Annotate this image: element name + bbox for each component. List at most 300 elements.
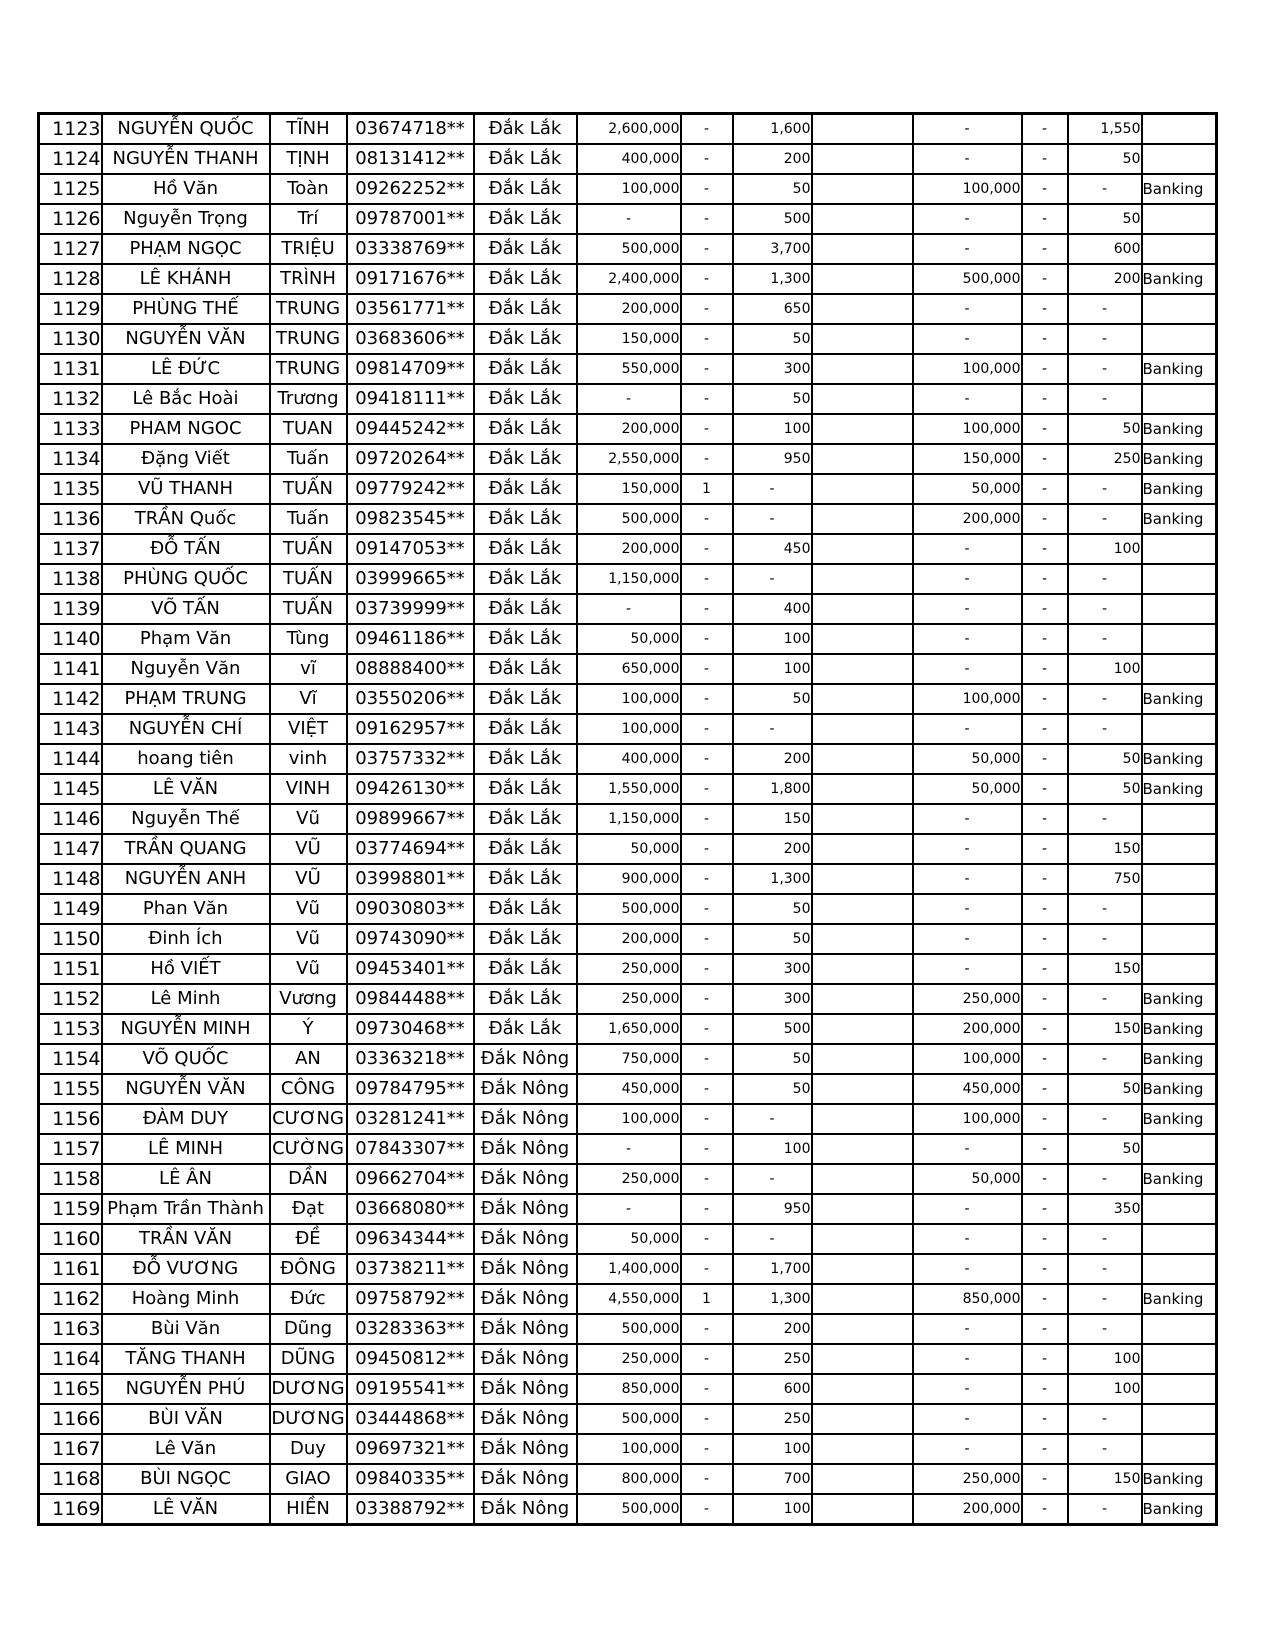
cell-amount1: 450,000 bbox=[577, 1074, 681, 1104]
cell-mark1: - bbox=[681, 1014, 733, 1044]
cell-amount2: 250 bbox=[733, 1404, 812, 1434]
cell-mark1: - bbox=[681, 414, 733, 444]
cell-province: Đắk Nông bbox=[474, 1074, 577, 1104]
table-row bbox=[39, 1044, 1217, 1074]
cell-bank bbox=[1142, 204, 1217, 234]
cell-amount4: - bbox=[1068, 684, 1142, 714]
cell-bank bbox=[1142, 1344, 1217, 1374]
cell-phone: 09814709** bbox=[347, 354, 474, 384]
cell-last: PHẠM NGỌC bbox=[102, 234, 270, 264]
cell-mark2: - bbox=[1022, 174, 1068, 204]
cell-mark1: - bbox=[681, 534, 733, 564]
cell-mark2: - bbox=[1022, 1104, 1068, 1134]
cell-id: 1153 bbox=[39, 1014, 102, 1044]
cell-mark1: - bbox=[681, 444, 733, 474]
cell-id: 1135 bbox=[39, 474, 102, 504]
cell-province: Đắk Nông bbox=[474, 1104, 577, 1134]
table-row bbox=[39, 534, 1217, 564]
cell-mark1: - bbox=[681, 1164, 733, 1194]
cell-mark1: - bbox=[681, 864, 733, 894]
table-row bbox=[39, 444, 1217, 474]
cell-first: TRÌNH bbox=[270, 264, 347, 294]
cell-province: Đắk Nông bbox=[474, 1404, 577, 1434]
cell-amount4: 350 bbox=[1068, 1194, 1142, 1224]
cell-mark2: - bbox=[1022, 444, 1068, 474]
cell-bank bbox=[1142, 1224, 1217, 1254]
cell-last: ĐÀM DUY bbox=[102, 1104, 270, 1134]
cell-province: Đắk Lắk bbox=[474, 204, 577, 234]
cell-blank bbox=[812, 1224, 913, 1254]
cell-phone: 09461186** bbox=[347, 624, 474, 654]
cell-amount1: 100,000 bbox=[577, 174, 681, 204]
cell-blank bbox=[812, 444, 913, 474]
cell-mark2: - bbox=[1022, 684, 1068, 714]
table-row bbox=[39, 564, 1217, 594]
cell-first: Dũng bbox=[270, 1314, 347, 1344]
cell-amount4: 200 bbox=[1068, 264, 1142, 294]
cell-first: Vĩ bbox=[270, 684, 347, 714]
cell-amount2: 200 bbox=[733, 744, 812, 774]
cell-id: 1159 bbox=[39, 1194, 102, 1224]
cell-bank bbox=[1142, 1194, 1217, 1224]
table-row bbox=[39, 474, 1217, 504]
cell-amount1: 500,000 bbox=[577, 1404, 681, 1434]
cell-last: TRẦN Quốc bbox=[102, 504, 270, 534]
cell-bank bbox=[1142, 294, 1217, 324]
cell-amount2: 100 bbox=[733, 624, 812, 654]
cell-amount2: 300 bbox=[733, 354, 812, 384]
cell-province: Đắk Lắk bbox=[474, 1014, 577, 1044]
cell-id: 1148 bbox=[39, 864, 102, 894]
cell-bank: Banking bbox=[1142, 1044, 1217, 1074]
cell-id: 1165 bbox=[39, 1374, 102, 1404]
cell-mark1: - bbox=[681, 1344, 733, 1374]
cell-last: Phạm Trần Thành bbox=[102, 1194, 270, 1224]
cell-amount3: - bbox=[913, 1254, 1022, 1284]
cell-amount4: - bbox=[1068, 714, 1142, 744]
cell-id: 1160 bbox=[39, 1224, 102, 1254]
cell-bank bbox=[1142, 1134, 1217, 1164]
table-row bbox=[39, 504, 1217, 534]
cell-blank bbox=[812, 1314, 913, 1344]
cell-mark1: - bbox=[681, 1074, 733, 1104]
cell-bank: Banking bbox=[1142, 474, 1217, 504]
cell-province: Đắk Lắk bbox=[474, 474, 577, 504]
cell-province: Đắk Lắk bbox=[474, 684, 577, 714]
cell-blank bbox=[812, 1404, 913, 1434]
table-row bbox=[39, 984, 1217, 1014]
cell-bank: Banking bbox=[1142, 504, 1217, 534]
cell-amount4: - bbox=[1068, 924, 1142, 954]
cell-last: TĂNG THANH bbox=[102, 1344, 270, 1374]
cell-last: NGUYỄN THANH bbox=[102, 144, 270, 174]
cell-amount1: 650,000 bbox=[577, 654, 681, 684]
table-row bbox=[39, 1464, 1217, 1494]
cell-mark2: - bbox=[1022, 474, 1068, 504]
cell-province: Đắk Lắk bbox=[474, 534, 577, 564]
cell-phone: 03999665** bbox=[347, 564, 474, 594]
cell-bank bbox=[1142, 954, 1217, 984]
cell-amount3: - bbox=[913, 894, 1022, 924]
cell-bank bbox=[1142, 1404, 1217, 1434]
cell-amount3: - bbox=[913, 1134, 1022, 1164]
cell-province: Đắk Lắk bbox=[474, 834, 577, 864]
cell-amount1: 50,000 bbox=[577, 1224, 681, 1254]
cell-last: Hồ VIẾT bbox=[102, 954, 270, 984]
cell-id: 1157 bbox=[39, 1134, 102, 1164]
cell-last: Hoàng Minh bbox=[102, 1284, 270, 1314]
cell-phone: 09743090** bbox=[347, 924, 474, 954]
cell-amount4: 50 bbox=[1068, 744, 1142, 774]
cell-last: LÊ MINH bbox=[102, 1134, 270, 1164]
cell-province: Đắk Nông bbox=[474, 1224, 577, 1254]
cell-id: 1164 bbox=[39, 1344, 102, 1374]
cell-amount3: 100,000 bbox=[913, 684, 1022, 714]
cell-first: DƯƠNG bbox=[270, 1374, 347, 1404]
cell-amount4: - bbox=[1068, 174, 1142, 204]
cell-bank bbox=[1142, 804, 1217, 834]
cell-province: Đắk Nông bbox=[474, 1314, 577, 1344]
cell-bank bbox=[1142, 1254, 1217, 1284]
cell-bank: Banking bbox=[1142, 744, 1217, 774]
cell-mark1: - bbox=[681, 1254, 733, 1284]
cell-mark2: - bbox=[1022, 864, 1068, 894]
cell-phone: 03998801** bbox=[347, 864, 474, 894]
cell-amount4: - bbox=[1068, 504, 1142, 534]
cell-amount3: - bbox=[913, 1224, 1022, 1254]
table-row bbox=[39, 924, 1217, 954]
cell-amount3: - bbox=[913, 804, 1022, 834]
cell-amount1: - bbox=[577, 1194, 681, 1224]
cell-amount2: 50 bbox=[733, 924, 812, 954]
cell-amount4: 750 bbox=[1068, 864, 1142, 894]
cell-mark2: - bbox=[1022, 564, 1068, 594]
cell-amount3: 850,000 bbox=[913, 1284, 1022, 1314]
cell-amount4: 100 bbox=[1068, 1344, 1142, 1374]
cell-blank bbox=[812, 744, 913, 774]
cell-last: BÙI NGỌC bbox=[102, 1464, 270, 1494]
cell-mark2: - bbox=[1022, 1434, 1068, 1464]
cell-amount1: - bbox=[577, 204, 681, 234]
cell-mark1: - bbox=[681, 1434, 733, 1464]
cell-amount3: - bbox=[913, 594, 1022, 624]
cell-amount4: - bbox=[1068, 474, 1142, 504]
cell-first: Ý bbox=[270, 1014, 347, 1044]
cell-mark2: - bbox=[1022, 294, 1068, 324]
cell-first: VŨ bbox=[270, 834, 347, 864]
cell-last: LÊ VĂN bbox=[102, 1494, 270, 1525]
cell-id: 1125 bbox=[39, 174, 102, 204]
cell-amount3: 450,000 bbox=[913, 1074, 1022, 1104]
cell-id: 1129 bbox=[39, 294, 102, 324]
cell-id: 1146 bbox=[39, 804, 102, 834]
cell-amount1: 2,400,000 bbox=[577, 264, 681, 294]
cell-amount3: - bbox=[913, 834, 1022, 864]
cell-province: Đắk Nông bbox=[474, 1134, 577, 1164]
cell-amount2: 1,300 bbox=[733, 864, 812, 894]
table-row bbox=[39, 714, 1217, 744]
cell-province: Đắk Lắk bbox=[474, 954, 577, 984]
cell-province: Đắk Lắk bbox=[474, 234, 577, 264]
cell-last: Nguyễn Văn bbox=[102, 654, 270, 684]
cell-last: NGUYỄN CHÍ bbox=[102, 714, 270, 744]
cell-last: NGUYỄN VĂN bbox=[102, 1074, 270, 1104]
cell-amount3: 50,000 bbox=[913, 744, 1022, 774]
cell-blank bbox=[812, 474, 913, 504]
cell-province: Đắk Nông bbox=[474, 1464, 577, 1494]
cell-province: Đắk Lắk bbox=[474, 864, 577, 894]
cell-amount1: 4,550,000 bbox=[577, 1284, 681, 1314]
cell-amount3: 200,000 bbox=[913, 1014, 1022, 1044]
cell-first: AN bbox=[270, 1044, 347, 1074]
table-row bbox=[39, 1254, 1217, 1284]
cell-amount4: - bbox=[1068, 1044, 1142, 1074]
cell-id: 1128 bbox=[39, 264, 102, 294]
cell-amount3: 50,000 bbox=[913, 474, 1022, 504]
cell-first: TUẤN bbox=[270, 474, 347, 504]
cell-amount2: 700 bbox=[733, 1464, 812, 1494]
cell-amount3: - bbox=[913, 1374, 1022, 1404]
cell-province: Đắk Lắk bbox=[474, 354, 577, 384]
cell-mark1: - bbox=[681, 954, 733, 984]
cell-first: Vũ bbox=[270, 954, 347, 984]
cell-blank bbox=[812, 1344, 913, 1374]
cell-phone: 03550206** bbox=[347, 684, 474, 714]
cell-blank bbox=[812, 624, 913, 654]
cell-amount1: 100,000 bbox=[577, 1104, 681, 1134]
table-row bbox=[39, 1104, 1217, 1134]
cell-first: TUẤN bbox=[270, 534, 347, 564]
cell-amount3: 100,000 bbox=[913, 354, 1022, 384]
cell-province: Đắk Lắk bbox=[474, 384, 577, 414]
cell-blank bbox=[812, 714, 913, 744]
cell-mark1: - bbox=[681, 564, 733, 594]
cell-amount3: - bbox=[913, 924, 1022, 954]
cell-amount1: 1,550,000 bbox=[577, 774, 681, 804]
cell-amount2: 100 bbox=[733, 1134, 812, 1164]
cell-bank: Banking bbox=[1142, 1464, 1217, 1494]
table-row bbox=[39, 414, 1217, 444]
cell-amount1: 500,000 bbox=[577, 504, 681, 534]
cell-amount2: 50 bbox=[733, 324, 812, 354]
cell-blank bbox=[812, 234, 913, 264]
cell-mark2: - bbox=[1022, 234, 1068, 264]
cell-phone: 03363218** bbox=[347, 1044, 474, 1074]
cell-first: TRUNG bbox=[270, 354, 347, 384]
cell-phone: 03281241** bbox=[347, 1104, 474, 1134]
table-row bbox=[39, 264, 1217, 294]
cell-mark1: - bbox=[681, 624, 733, 654]
cell-amount3: - bbox=[913, 324, 1022, 354]
cell-blank bbox=[812, 804, 913, 834]
cell-province: Đắk Lắk bbox=[474, 174, 577, 204]
table-row bbox=[39, 654, 1217, 684]
cell-amount2: 450 bbox=[733, 534, 812, 564]
cell-amount4: - bbox=[1068, 1314, 1142, 1344]
cell-blank bbox=[812, 1044, 913, 1074]
cell-mark1: - bbox=[681, 684, 733, 714]
cell-amount3: - bbox=[913, 654, 1022, 684]
cell-bank bbox=[1142, 564, 1217, 594]
cell-first: CƯƠNG bbox=[270, 1104, 347, 1134]
cell-province: Đắk Nông bbox=[474, 1344, 577, 1374]
cell-amount3: 100,000 bbox=[913, 1044, 1022, 1074]
cell-amount1: 1,150,000 bbox=[577, 804, 681, 834]
cell-blank bbox=[812, 114, 913, 145]
cell-amount2: 1,700 bbox=[733, 1254, 812, 1284]
cell-mark2: - bbox=[1022, 1014, 1068, 1044]
cell-blank bbox=[812, 1194, 913, 1224]
cell-mark2: - bbox=[1022, 1284, 1068, 1314]
cell-first: vinh bbox=[270, 744, 347, 774]
cell-id: 1127 bbox=[39, 234, 102, 264]
cell-amount4: - bbox=[1068, 1224, 1142, 1254]
cell-amount4: - bbox=[1068, 1254, 1142, 1284]
table-row bbox=[39, 1134, 1217, 1164]
cell-province: Đắk Lắk bbox=[474, 504, 577, 534]
cell-first: VIỆT bbox=[270, 714, 347, 744]
cell-amount3: 100,000 bbox=[913, 1104, 1022, 1134]
cell-amount1: 200,000 bbox=[577, 534, 681, 564]
cell-phone: 09634344** bbox=[347, 1224, 474, 1254]
cell-province: Đắk Nông bbox=[474, 1284, 577, 1314]
cell-amount2: - bbox=[733, 1104, 812, 1134]
table-row bbox=[39, 174, 1217, 204]
cell-last: PHẠM TRUNG bbox=[102, 684, 270, 714]
cell-first: Vũ bbox=[270, 894, 347, 924]
cell-mark2: - bbox=[1022, 504, 1068, 534]
cell-id: 1154 bbox=[39, 1044, 102, 1074]
table-row bbox=[39, 774, 1217, 804]
cell-mark2: - bbox=[1022, 654, 1068, 684]
cell-amount1: 1,150,000 bbox=[577, 564, 681, 594]
cell-mark2: - bbox=[1022, 1404, 1068, 1434]
cell-bank: Banking bbox=[1142, 354, 1217, 384]
cell-amount3: 50,000 bbox=[913, 1164, 1022, 1194]
cell-last: VŨ THANH bbox=[102, 474, 270, 504]
cell-phone: 03388792** bbox=[347, 1494, 474, 1525]
cell-blank bbox=[812, 324, 913, 354]
cell-phone: 09030803** bbox=[347, 894, 474, 924]
cell-province: Đắk Lắk bbox=[474, 264, 577, 294]
cell-mark1: - bbox=[681, 1314, 733, 1344]
table-row bbox=[39, 1494, 1217, 1525]
cell-amount4: 600 bbox=[1068, 234, 1142, 264]
cell-province: Đắk Nông bbox=[474, 1194, 577, 1224]
table-row bbox=[39, 894, 1217, 924]
cell-amount4: - bbox=[1068, 354, 1142, 384]
cell-blank bbox=[812, 414, 913, 444]
table-body bbox=[39, 114, 1217, 1525]
cell-mark1: - bbox=[681, 1494, 733, 1525]
cell-id: 1150 bbox=[39, 924, 102, 954]
cell-phone: 03668080** bbox=[347, 1194, 474, 1224]
cell-id: 1132 bbox=[39, 384, 102, 414]
cell-amount2: 300 bbox=[733, 984, 812, 1014]
cell-province: Đắk Lắk bbox=[474, 804, 577, 834]
cell-mark2: - bbox=[1022, 204, 1068, 234]
cell-amount1: 400,000 bbox=[577, 744, 681, 774]
cell-amount1: 1,650,000 bbox=[577, 1014, 681, 1044]
cell-blank bbox=[812, 834, 913, 864]
cell-id: 1147 bbox=[39, 834, 102, 864]
cell-phone: 09730468** bbox=[347, 1014, 474, 1044]
cell-mark1: - bbox=[681, 774, 733, 804]
cell-last: Nguyễn Thế bbox=[102, 804, 270, 834]
cell-id: 1158 bbox=[39, 1164, 102, 1194]
cell-bank: Banking bbox=[1142, 414, 1217, 444]
table-row bbox=[39, 114, 1217, 145]
cell-amount3: 200,000 bbox=[913, 504, 1022, 534]
cell-blank bbox=[812, 984, 913, 1014]
cell-mark1: - bbox=[681, 1224, 733, 1254]
cell-amount2: 200 bbox=[733, 1314, 812, 1344]
cell-amount2: 50 bbox=[733, 684, 812, 714]
cell-last: Lê Bắc Hoài bbox=[102, 384, 270, 414]
cell-first: DŨNG bbox=[270, 1344, 347, 1374]
cell-amount2: 3,700 bbox=[733, 234, 812, 264]
cell-mark1: - bbox=[681, 384, 733, 414]
cell-bank bbox=[1142, 324, 1217, 354]
cell-phone: 09147053** bbox=[347, 534, 474, 564]
cell-phone: 08131412** bbox=[347, 144, 474, 174]
cell-province: Đắk Nông bbox=[474, 1374, 577, 1404]
cell-id: 1161 bbox=[39, 1254, 102, 1284]
cell-first: Toàn bbox=[270, 174, 347, 204]
cell-mark1: - bbox=[681, 714, 733, 744]
cell-mark1: - bbox=[681, 294, 733, 324]
cell-last: NGUYỄN MINH bbox=[102, 1014, 270, 1044]
cell-phone: 09418111** bbox=[347, 384, 474, 414]
cell-amount4: - bbox=[1068, 384, 1142, 414]
cell-mark1: - bbox=[681, 174, 733, 204]
cell-first: DẦN bbox=[270, 1164, 347, 1194]
cell-mark1: - bbox=[681, 594, 733, 624]
cell-mark1: - bbox=[681, 1404, 733, 1434]
cell-amount3: 500,000 bbox=[913, 264, 1022, 294]
cell-mark2: - bbox=[1022, 114, 1068, 145]
cell-bank bbox=[1142, 384, 1217, 414]
cell-blank bbox=[812, 954, 913, 984]
cell-amount3: 100,000 bbox=[913, 414, 1022, 444]
cell-amount2: 200 bbox=[733, 144, 812, 174]
cell-amount3: - bbox=[913, 1194, 1022, 1224]
cell-amount3: - bbox=[913, 1434, 1022, 1464]
cell-bank: Banking bbox=[1142, 444, 1217, 474]
cell-last: Đinh Ích bbox=[102, 924, 270, 954]
cell-amount3: - bbox=[913, 714, 1022, 744]
cell-province: Đắk Lắk bbox=[474, 924, 577, 954]
cell-province: Đắk Lắk bbox=[474, 714, 577, 744]
cell-id: 1138 bbox=[39, 564, 102, 594]
cell-first: TRIỆU bbox=[270, 234, 347, 264]
cell-province: Đắk Nông bbox=[474, 1494, 577, 1525]
cell-id: 1168 bbox=[39, 1464, 102, 1494]
cell-amount2: 500 bbox=[733, 1014, 812, 1044]
cell-amount3: 50,000 bbox=[913, 774, 1022, 804]
cell-amount3: - bbox=[913, 864, 1022, 894]
cell-province: Đắk Lắk bbox=[474, 444, 577, 474]
cell-first: Duy bbox=[270, 1434, 347, 1464]
cell-blank bbox=[812, 594, 913, 624]
cell-amount2: 200 bbox=[733, 834, 812, 864]
cell-mark1: - bbox=[681, 924, 733, 954]
cell-id: 1151 bbox=[39, 954, 102, 984]
cell-mark2: - bbox=[1022, 144, 1068, 174]
cell-phone: 09844488** bbox=[347, 984, 474, 1014]
cell-phone: 09450812** bbox=[347, 1344, 474, 1374]
member-data-table bbox=[37, 112, 1218, 1526]
